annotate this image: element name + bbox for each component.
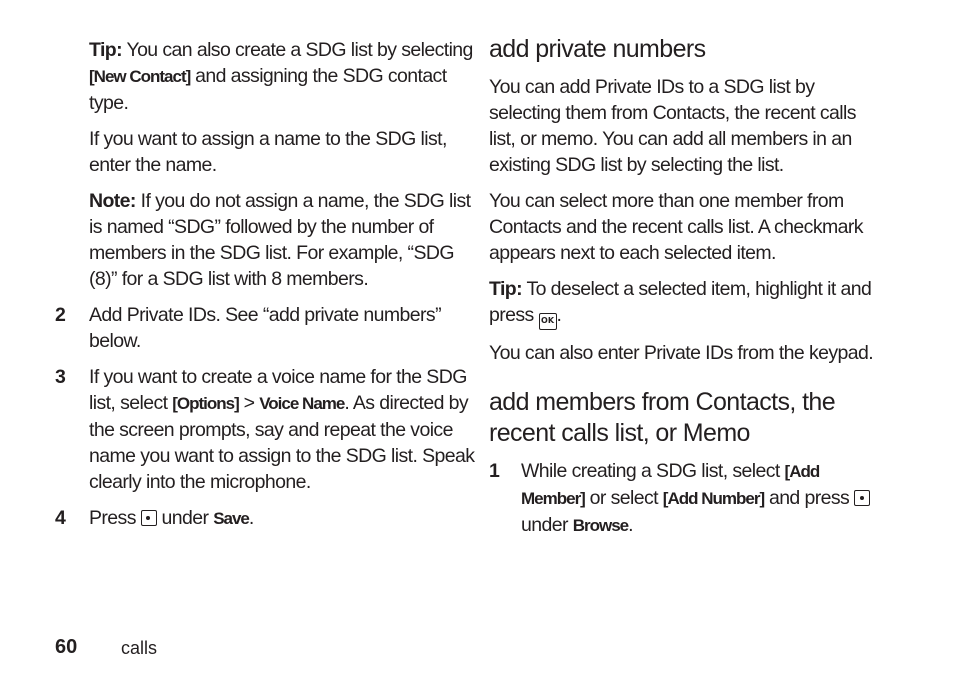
multiple-members-paragraph: You can select more than one member from Contacts and the recent calls list. A checkmark appears next to each selected item. xyxy=(489,190,863,264)
right-column xyxy=(489,34,879,539)
tip-label: Tip: xyxy=(89,39,122,61)
tip-label: Tip: xyxy=(489,278,522,300)
step-1 xyxy=(489,458,879,539)
step-2 xyxy=(55,302,475,354)
voice-name-command: Voice Name xyxy=(259,394,345,413)
center-select-key-icon xyxy=(854,490,870,506)
step-text: Add Private IDs. See “add private numbers” below. xyxy=(89,304,441,352)
step-text-or: or select xyxy=(584,487,663,509)
note-text: If you do not assign a name, the SDG list is named “SDG” followed by the number of members in the SDG list. For example, “SDG (8)” for a SDG list with 8 members. xyxy=(89,190,471,290)
add-member-command: [Add Member] xyxy=(521,462,820,508)
step-number: 1 xyxy=(489,460,500,482)
step-number: 2 xyxy=(55,304,66,326)
note-label: Note: xyxy=(89,190,136,212)
page-number: 60 xyxy=(55,636,78,658)
tip-deselect-paragraph xyxy=(489,276,879,330)
add-number-command: [Add Number] xyxy=(662,489,765,508)
period: . xyxy=(556,304,562,326)
period: . xyxy=(248,507,254,529)
period: . xyxy=(628,514,633,536)
step-text-end: . As directed by the screen prompts, say and repeat the voice name you want to assign to the SDG list. Speak clearly into the microphone. xyxy=(89,392,475,493)
tip-paragraph xyxy=(55,37,475,116)
step-text-press: and press xyxy=(764,487,854,509)
step-text-under: under xyxy=(521,514,573,536)
note-paragraph xyxy=(55,188,475,292)
menu-separator: > xyxy=(238,392,260,414)
browse-command: Browse xyxy=(572,516,629,535)
step-3 xyxy=(55,364,475,495)
step-4 xyxy=(55,505,475,532)
section-name: calls xyxy=(121,638,158,658)
save-command: Save xyxy=(213,509,249,528)
ok-key-icon: OK xyxy=(539,313,557,330)
page-footer xyxy=(55,636,158,659)
step-text-under: under xyxy=(156,507,214,529)
keypad-paragraph: You can also enter Private IDs from the keypad. xyxy=(489,342,874,364)
tip-text-end: and assigning the SDG contact type. xyxy=(89,65,447,114)
name-text: If you want to assign a name to the SDG list, enter the name. xyxy=(89,128,447,176)
step-number: 4 xyxy=(55,507,66,529)
left-column xyxy=(55,37,475,532)
step-text: Press xyxy=(89,507,141,529)
tip-text: You can also create a SDG list by selecting xyxy=(121,39,473,61)
step-number: 3 xyxy=(55,366,66,388)
step-text: While creating a SDG list, select xyxy=(521,460,785,482)
options-command: [Options] xyxy=(172,394,239,413)
step-text: If you want to create a voice name for the SDG list, select xyxy=(89,366,467,414)
section-heading-add-members: add members from Contacts, the recent calls list, or Memo xyxy=(489,388,836,447)
new-contact-command: [New Contact] xyxy=(89,67,191,86)
private-ids-paragraph: You can add Private IDs to a SDG list by selecting them from Contacts, the recent calls list, or memo. You can add all members in an existing SDG list by selecting the list. xyxy=(489,76,856,176)
name-paragraph xyxy=(55,126,475,178)
center-select-key-icon xyxy=(141,510,157,526)
section-heading-private-numbers: add private numbers xyxy=(489,35,706,63)
tip-text: To deselect a selected item, highlight it and press xyxy=(489,278,872,326)
